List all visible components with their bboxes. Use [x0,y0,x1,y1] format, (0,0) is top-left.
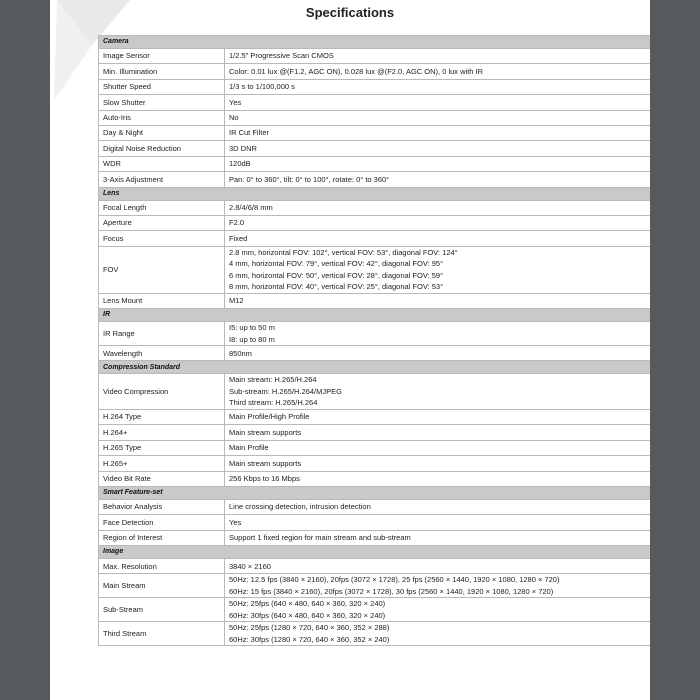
spec-label: Shutter Speed [99,79,225,94]
spec-value-line: Yes [229,517,242,527]
spec-row [99,172,651,187]
spec-label: WDR [99,156,225,171]
spec-value-line: Pan: 0° to 360°, tilt: 0° to 100°, rotate: 0° to 360° [229,174,390,184]
spec-value [225,200,651,215]
spec-label: Video Compression [99,374,225,410]
spec-value-line: 1/3 s to 1/100,000 s [229,82,295,92]
spec-value-line: 6 mm, horizontal FOV: 50°, vertical FOV: 28°, diagonal FOV: 59° [229,270,444,280]
section-header [99,36,651,49]
spec-row [99,293,651,308]
section-title: Smart Feature-set [99,486,651,499]
spec-value-line: 120dB [229,159,251,169]
spec-row [99,574,651,598]
spec-value [225,425,651,440]
spec-label: Wavelength [99,346,225,361]
spec-value-line: Sub-stream: H.265/H.264/MJPEG [229,386,342,396]
document-page [50,0,650,700]
spec-row [99,49,651,64]
spec-value-line: 2.8/4/6/8 mm [229,202,273,212]
spec-label: Digital Noise Reduction [99,141,225,156]
spec-value-line: Main Profile/High Profile [229,412,310,422]
spec-row [99,125,651,140]
spec-value [225,456,651,471]
spec-label: Region of Interest [99,530,225,545]
spec-label: Slow Shutter [99,95,225,110]
spec-value-line: 2.8 mm, horizontal FOV: 102°, vertical FOV: 53°, diagonal FOV: 124° [229,247,458,257]
spec-value-line: I5: up to 50 m [229,323,275,333]
spec-value [225,49,651,64]
section-header [99,546,651,559]
section-title: Compression Standard [99,361,651,374]
spec-value [225,215,651,230]
spec-value [225,530,651,545]
spec-label: IR Range [99,322,225,346]
spec-value-line: 256 Kbps to 16 Mbps [229,473,300,483]
spec-value [225,622,651,646]
spec-row [99,425,651,440]
spec-row [99,95,651,110]
spec-row [99,79,651,94]
spec-label: H.264 Type [99,409,225,424]
spec-value-line: IR Cut Filter [229,128,270,138]
spec-row [99,374,651,410]
spec-label: Main Stream [99,574,225,598]
spec-label: H.265+ [99,456,225,471]
spec-row [99,471,651,486]
spec-value-line: 50Hz: 25fps (640 × 480, 640 × 360, 320 × 240) [229,599,386,609]
section-header [99,361,651,374]
spec-value [225,293,651,308]
spec-row [99,246,651,293]
section-header [99,309,651,322]
spec-value-line: Third stream: H.265/H.264 [229,398,318,408]
section-header [99,486,651,499]
spec-row [99,64,651,79]
spec-value [225,440,651,455]
spec-label: Auto-Iris [99,110,225,125]
spec-value [225,499,651,514]
spec-value-line: I8: up to 80 m [229,334,275,344]
spec-value [225,95,651,110]
spec-value-line: 8 mm, horizontal FOV: 40°, vertical FOV: 25°, diagonal FOV: 53° [229,282,444,292]
spec-value [225,598,651,622]
spec-value [225,559,651,574]
spec-value-line: Color: 0.01 lux @(F1.2, AGC ON), 0.028 lux @(F2.0, AGC ON), 0 lux with IR [229,66,484,76]
spec-value-line: 60Hz: 30fps (640 × 480, 640 × 360, 320 × 240) [229,610,386,620]
spec-value [225,374,651,410]
page-title: Specifications [305,5,395,20]
spec-value [225,574,651,598]
section-title: IR [99,309,651,322]
spec-label: 3-Axis Adjustment [99,172,225,187]
spec-value-line: 850nm [229,348,252,358]
spec-value [225,322,651,346]
spec-value [225,246,651,293]
spec-row [99,156,651,171]
spec-row [99,622,651,646]
spec-value-line: No [229,113,239,122]
spec-value-line: 3D DNR [229,143,257,153]
spec-row [99,440,651,455]
spec-row [99,141,651,156]
spec-value-line: 3840 × 2160 [229,561,271,571]
spec-row [99,530,651,545]
spec-value [225,79,651,94]
spec-label: Aperture [99,215,225,230]
spec-value-line: M12 [229,296,244,306]
spec-label: Min. Illumination [99,64,225,79]
spec-value-line: 1/2.5" Progressive Scan CMOS [229,51,334,61]
spec-label: Video Bit Rate [99,471,225,486]
spec-label: Max. Resolution [99,559,225,574]
spec-value [225,231,651,246]
spec-value [225,64,651,79]
spec-value [225,346,651,361]
spec-label: Behavior Analysis [99,499,225,514]
spec-row [99,515,651,530]
specifications-table [98,35,650,646]
spec-row [99,215,651,230]
spec-row [99,231,651,246]
spec-value [225,409,651,424]
spec-value-line: 50Hz: 25fps (1280 × 720, 640 × 360, 352 × 288) [229,623,390,633]
spec-label: Day & Night [99,125,225,140]
spec-row [99,456,651,471]
spec-value-line: Main Profile [229,443,269,453]
spec-value [225,110,651,125]
spec-value-line: Line crossing detection, intrusion detection [229,502,371,512]
spec-label: Lens Mount [99,293,225,308]
section-header [99,187,651,200]
spec-value [225,156,651,171]
spec-value-line: Support 1 fixed region for main stream and sub-stream [229,533,411,543]
spec-value [225,172,651,187]
spec-value [225,471,651,486]
spec-value-line: 60Hz: 15 fps (3840 × 2160), 20fps (3072 × 1728), 30 fps (2560 × 1440, 1920 × 1080, 1280 × 720) [229,586,554,596]
spec-label: FOV [99,246,225,293]
spec-row [99,559,651,574]
spec-value [225,141,651,156]
spec-label: Focus [99,231,225,246]
spec-value-line: Main stream supports [229,458,302,468]
spec-value-line: Main stream supports [229,427,302,437]
spec-value-line: Main stream: H.265/H.264 [229,375,317,385]
spec-row [99,346,651,361]
spec-row [99,110,651,125]
spec-label: H.265 Type [99,440,225,455]
spec-row [99,322,651,346]
spec-row [99,598,651,622]
spec-label: Image Sensor [99,49,225,64]
spec-label: Sub-Stream [99,598,225,622]
spec-value-line: F2.0 [229,218,245,228]
spec-value [225,125,651,140]
spec-value-line: Fixed [229,233,248,243]
section-title: Image [99,546,651,559]
section-title: Lens [99,187,651,200]
section-title: Camera [99,36,651,49]
spec-row [99,499,651,514]
spec-label: Face Detection [99,515,225,530]
spec-value-line: 50Hz: 12.5 fps (3840 × 2160), 20fps (3072 × 1728), 25 fps (2560 × 1440, 1920 × 1080, 1280 × 720) [229,575,560,585]
spec-value-line: 4 mm, horizontal FOV: 79°, vertical FOV: 42°, diagonal FOV: 95° [229,259,444,269]
spec-label: Focal Length [99,200,225,215]
spec-row [99,200,651,215]
spec-value-line: 60Hz: 30fps (1280 × 720, 640 × 360, 352 × 240) [229,634,390,644]
spec-value [225,515,651,530]
spec-label: Third Stream [99,622,225,646]
spec-value-line: Yes [229,97,242,107]
spec-row [99,409,651,424]
spec-label: H.264+ [99,425,225,440]
